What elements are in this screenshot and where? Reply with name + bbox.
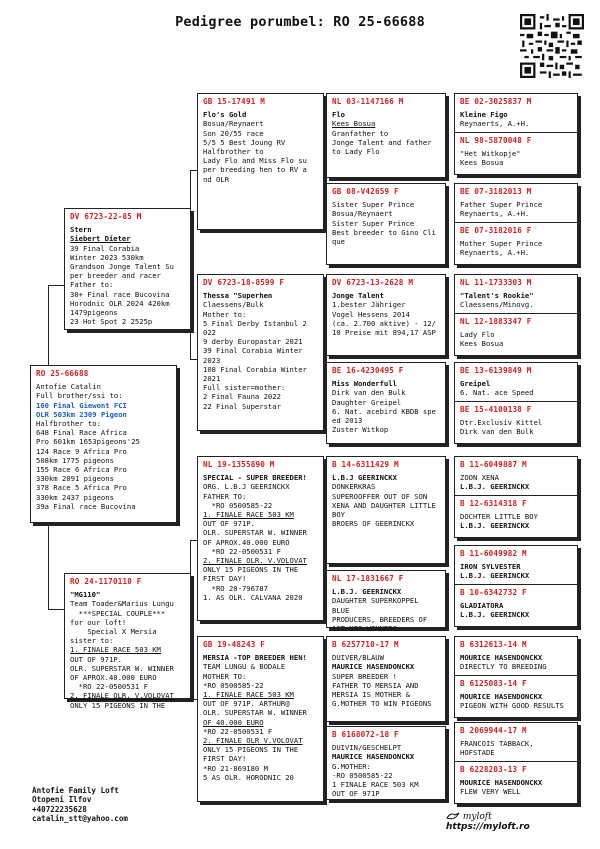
ring-number: B 11-6049982 M: [460, 549, 527, 558]
ring-number: B 2069944-17 M: [460, 726, 527, 735]
site-link[interactable]: https://myloft.ro: [446, 821, 530, 832]
divider: [455, 495, 577, 496]
pigeon-card-self[interactable]: RO 25-66688 Antofie Catalin Full brother/ssi to: 160 Final Giewont FCI OLR 503km 2309 Pigeon Halfbrother to: 648 Final Race Africa Pro 601km 1653pigeons'25 124 Race 9 Africa Pro 508km 1775 pigeons 155 Race 6 Africa Pro 330km 2091 pigeons 378 Race 5 Africa Pro 330km 2437 pigeons 39a Final race Bucovina: [30, 365, 177, 523]
pigeon-card-gen4-pair-4[interactable]: BE 13-6139849 M Greipel 6. Nat. ace Speed BE 15-4100138 F Dtr.Exclusiv Kittel Dirk van den Bulk: [454, 362, 578, 444]
qr-code-icon: [520, 14, 584, 78]
pigeon-card-gen4-pair-5[interactable]: B 11-6049887 M ZOON XENA L.B.J. GEERINCKX B 12-6314318 F DOCHTER LITTLE BOY L.B.J. GEERINCKX: [454, 456, 578, 538]
pigeon-card-dds[interactable]: B 6257710-17 M DUIVER/BLAUW MAURICE HASENDONCKX SUPER BREEDER ! FATHER TO MERSIA AND MERSIA IS MOTHER & G.MOTHER TO WIN PIGEONS: [326, 636, 446, 722]
pigeon-card-gen4-pair-7[interactable]: B 6312613-14 M MOURICE HASENDONCKX DIRECTLY TO BREEDING B 6125083-14 F MOURICE HASENDONCKX PIGEON WITH GOOD RESULTS: [454, 636, 578, 718]
ring-number: GB 15-17491 M: [203, 97, 266, 106]
ring-number: BE 13-6139849 M: [460, 366, 532, 375]
ring-number: GB 08-V42659 F: [332, 187, 399, 196]
ring-number: B 10-6342732 F: [460, 587, 527, 597]
myloft-logo-icon: myloft: [446, 812, 492, 822]
ring-number: DV 6723-22-85 M: [70, 212, 142, 221]
page-title: Pedigree porumbel: RO 25-66688: [175, 14, 425, 30]
pigeon-card-sss[interactable]: NL 03-1147166 M Flo Kees Bosua Granfather to Jonge Talent and father to Lady Flo: [326, 93, 446, 178]
ring-number: BE 07-3182013 M: [460, 187, 532, 196]
pigeon-logo-icon: [446, 811, 460, 821]
divider: [455, 401, 577, 402]
pigeon-card-sdd[interactable]: BE 16-4230495 F Miss Wonderfull Dirk van den Bulk Daughter Greipel 6. Nat. acebird KBDB spe ed 2013 Zuster Witkop: [326, 362, 446, 444]
ring-number: RO 25-66688: [36, 369, 89, 378]
pigeon-card-sds[interactable]: DV 6723-13-2628 M Jonge Talent 1.bester Jähriger Vogel Hessens 2014 (ca. 2.700 aktive) - 12/ 10 Preise mit 894,17 ASP: [326, 274, 446, 356]
ring-number: BE 16-4230495 F: [332, 366, 404, 375]
ring-number: NL 11-1733303 M: [460, 278, 532, 287]
ring-number: B 6228203-13 F: [460, 764, 527, 774]
pigeon-card-gen4-pair-2[interactable]: BE 07-3182013 M Father Super Prince Reynaerts, A.+H. BE 07-3182016 F Mother Super Prince Reynaerts, A.+H.: [454, 183, 578, 265]
pigeon-card-sire[interactable]: DV 6723-22-85 M Stern Siebert Dieter 39 Final Corabia Winter 2023 530km Grandson Jonge Talent Su per breeder and racer Father to: 30+ Final race Bucovina Horodnic OLR 2024 420km 1479pigeons 23 Hot Spot 2 2525p: [64, 208, 191, 330]
ring-number: NL 17-1831667 F: [332, 574, 404, 583]
divider: [455, 675, 577, 676]
ring-number: B 6168072-18 F: [332, 730, 399, 739]
ring-number: B 14-6311429 M: [332, 460, 399, 469]
pigeon-card-ddd[interactable]: B 6168072-18 F DUIVIN/GESCHELPT MAURICE HASENDONCKX G.MOTHER: -RO 0500585-22 1 FINALE RACE 503 KM OUT OF 971P: [326, 726, 446, 800]
pigeon-card-gen4-pair-1[interactable]: BE 02-3025837 M Kleine Figo Reynaerts, A.+H. NL 98-5870048 F "Het Witkopje" Kees Bosua: [454, 93, 578, 175]
ring-number: NL 03-1147166 M: [332, 97, 404, 106]
ring-number: B 6257710-17 M: [332, 640, 399, 649]
pigeon-card-dam-sire[interactable]: NL 19-1355890 M SPECIAL - SUPER BREEDER! ORG. L.B.J GEERINCKX FATHER TO: *RO 0500585-22 1. FINALE RACE 503 KM OUT OF 971P. OLR. SUPERSTAR W. WINNER OF APROX.40.000 EURO *RO 22-0500531 F 2. FINALE OLR. V.VOLOVAT ONLY 15 PIGEONS IN THE FIRST DAY! *RO 20-796787 1. AS OLR. CALVANA 2020: [197, 456, 324, 621]
ring-number: NL 12-1883347 F: [460, 316, 532, 326]
connector-self-dam: [48, 520, 65, 610]
ring-number: B 11-6049887 M: [460, 460, 527, 469]
ring-number: NL 98-5870048 F: [460, 135, 532, 145]
pigeon-card-dss[interactable]: B 14-6311429 M L.B.J GEERINCKX DONKERKRAS SUPEROOFFER OUT OF SON XENA AND DAUGHTER LITTLE BOY BROERS OF GEERINCKX: [326, 456, 446, 564]
ring-number: RO 24-1170110 F: [70, 577, 142, 586]
ring-number: DV 6723-13-2628 M: [332, 278, 414, 287]
ring-number: DV 6723-18-8599 F: [203, 278, 285, 287]
divider: [455, 132, 577, 133]
brand-footer: [446, 811, 600, 832]
divider: [455, 584, 577, 585]
ring-number: BE 07-3182016 F: [460, 225, 532, 235]
divider: [455, 761, 577, 762]
pigeon-card-dam-dam[interactable]: GB 19-48243 F MERSIA -TOP BREEDER HEN! TEAM LUNGU & BODALE MOTHER TO: *RO 0500585-22 1. FINALE RACE 503 KM OUT OF 971P. ARTHUR@ OLR. SUPERSTAR W. WINNER OF 40.000 EURO *RO 22-0500531 F 2. FINALE OLR V.VOLOVAT ONLY 15 PIGEONS IN THE FIRST DAY! *RO 21-869180 M 5 AS OLR. HORODNIC 20: [197, 636, 324, 802]
ring-number: BE 02-3025837 M: [460, 97, 532, 106]
divider: [455, 222, 577, 223]
ring-number: B 6312613-14 M: [460, 640, 527, 649]
pigeon-card-sire-dam[interactable]: DV 6723-18-8599 F Thessa "Superhen Claessens/Bulk Mother to: 5 Final Derby Istanbul 2 022 9 derby Europastar 2021 39 Final Corabia Winter 2023 108 Final Corabia Winter 2021 Full sister=mother: 2 Final Fauna 2022 22 Final Superstar: [197, 274, 324, 431]
ring-number: BE 15-4100138 F: [460, 404, 532, 414]
ring-number: B 6125083-14 F: [460, 678, 527, 688]
pigeon-card-gen4-pair-3[interactable]: NL 11-1733303 M "Talent's Rookie" Claessens/Minovg. NL 12-1883347 F Lady Flo Kees Bosua: [454, 274, 578, 356]
divider: [455, 313, 577, 314]
ring-number: B 12-6314318 F: [460, 498, 527, 508]
pigeon-card-dam[interactable]: RO 24-1170110 F "MG110" Team Toader&Marius Lungu ***SPECIAL COUPLE*** for our loft! Special X Mersia sister to: 1. FINALE RACE 503 KM OUT OF 971P. OLR. SUPERSTAR W. WINNER OF APROX.40.000 EURO *RO 22-0500531 F 2. FINALE OLR. V.VOLOVAT ONLY 15 PIGEONS IN THE: [64, 573, 191, 699]
owner-contact: Antofie Family Loft Otopeni Ilfov +40722235628 catalin_stt@yahoo.com: [32, 786, 129, 824]
pigeon-card-ssd[interactable]: GB 08-V42659 F Sister Super Prince Bosua/Reynaert Sister Super Prince Best breeder to Gino Cli que: [326, 183, 446, 265]
ring-number: GB 19-48243 F: [203, 640, 266, 649]
pigeon-card-dsd[interactable]: NL 17-1831667 F L.B.J. GEERINCKX DAUGHTER SUPERKOPPEL BLUE PRODUCERS, BREEDERS OF 1ST NPO WINNERS: [326, 570, 446, 628]
pigeon-card-gen4-pair-6[interactable]: B 11-6049982 M IRON SYLVESTER L.B.J. GEERINCKX B 10-6342732 F GLADIATORA L.B.J. GEERINCKX: [454, 545, 578, 627]
owner-email[interactable]: catalin_stt@yahoo.com: [32, 814, 129, 824]
ring-number: NL 19-1355890 M: [203, 460, 275, 469]
connector-self-sire: [48, 285, 65, 365]
pigeon-card-gen4-pair-8[interactable]: B 2069944-17 M FRANCOIS TABBACK, HOFSTADE B 6228203-13 F MOURICE HASENDONCKX FLEW VERY WELL: [454, 722, 578, 804]
pigeon-card-sire-sire[interactable]: GB 15-17491 M Flo's Gold Bosua/Reynaert Son 20/55 race 5/5 5 Best Joung RV Halfbrother to Lady Flo and Miss Flo su per breeding hen to RV a nd OLR: [197, 93, 324, 230]
